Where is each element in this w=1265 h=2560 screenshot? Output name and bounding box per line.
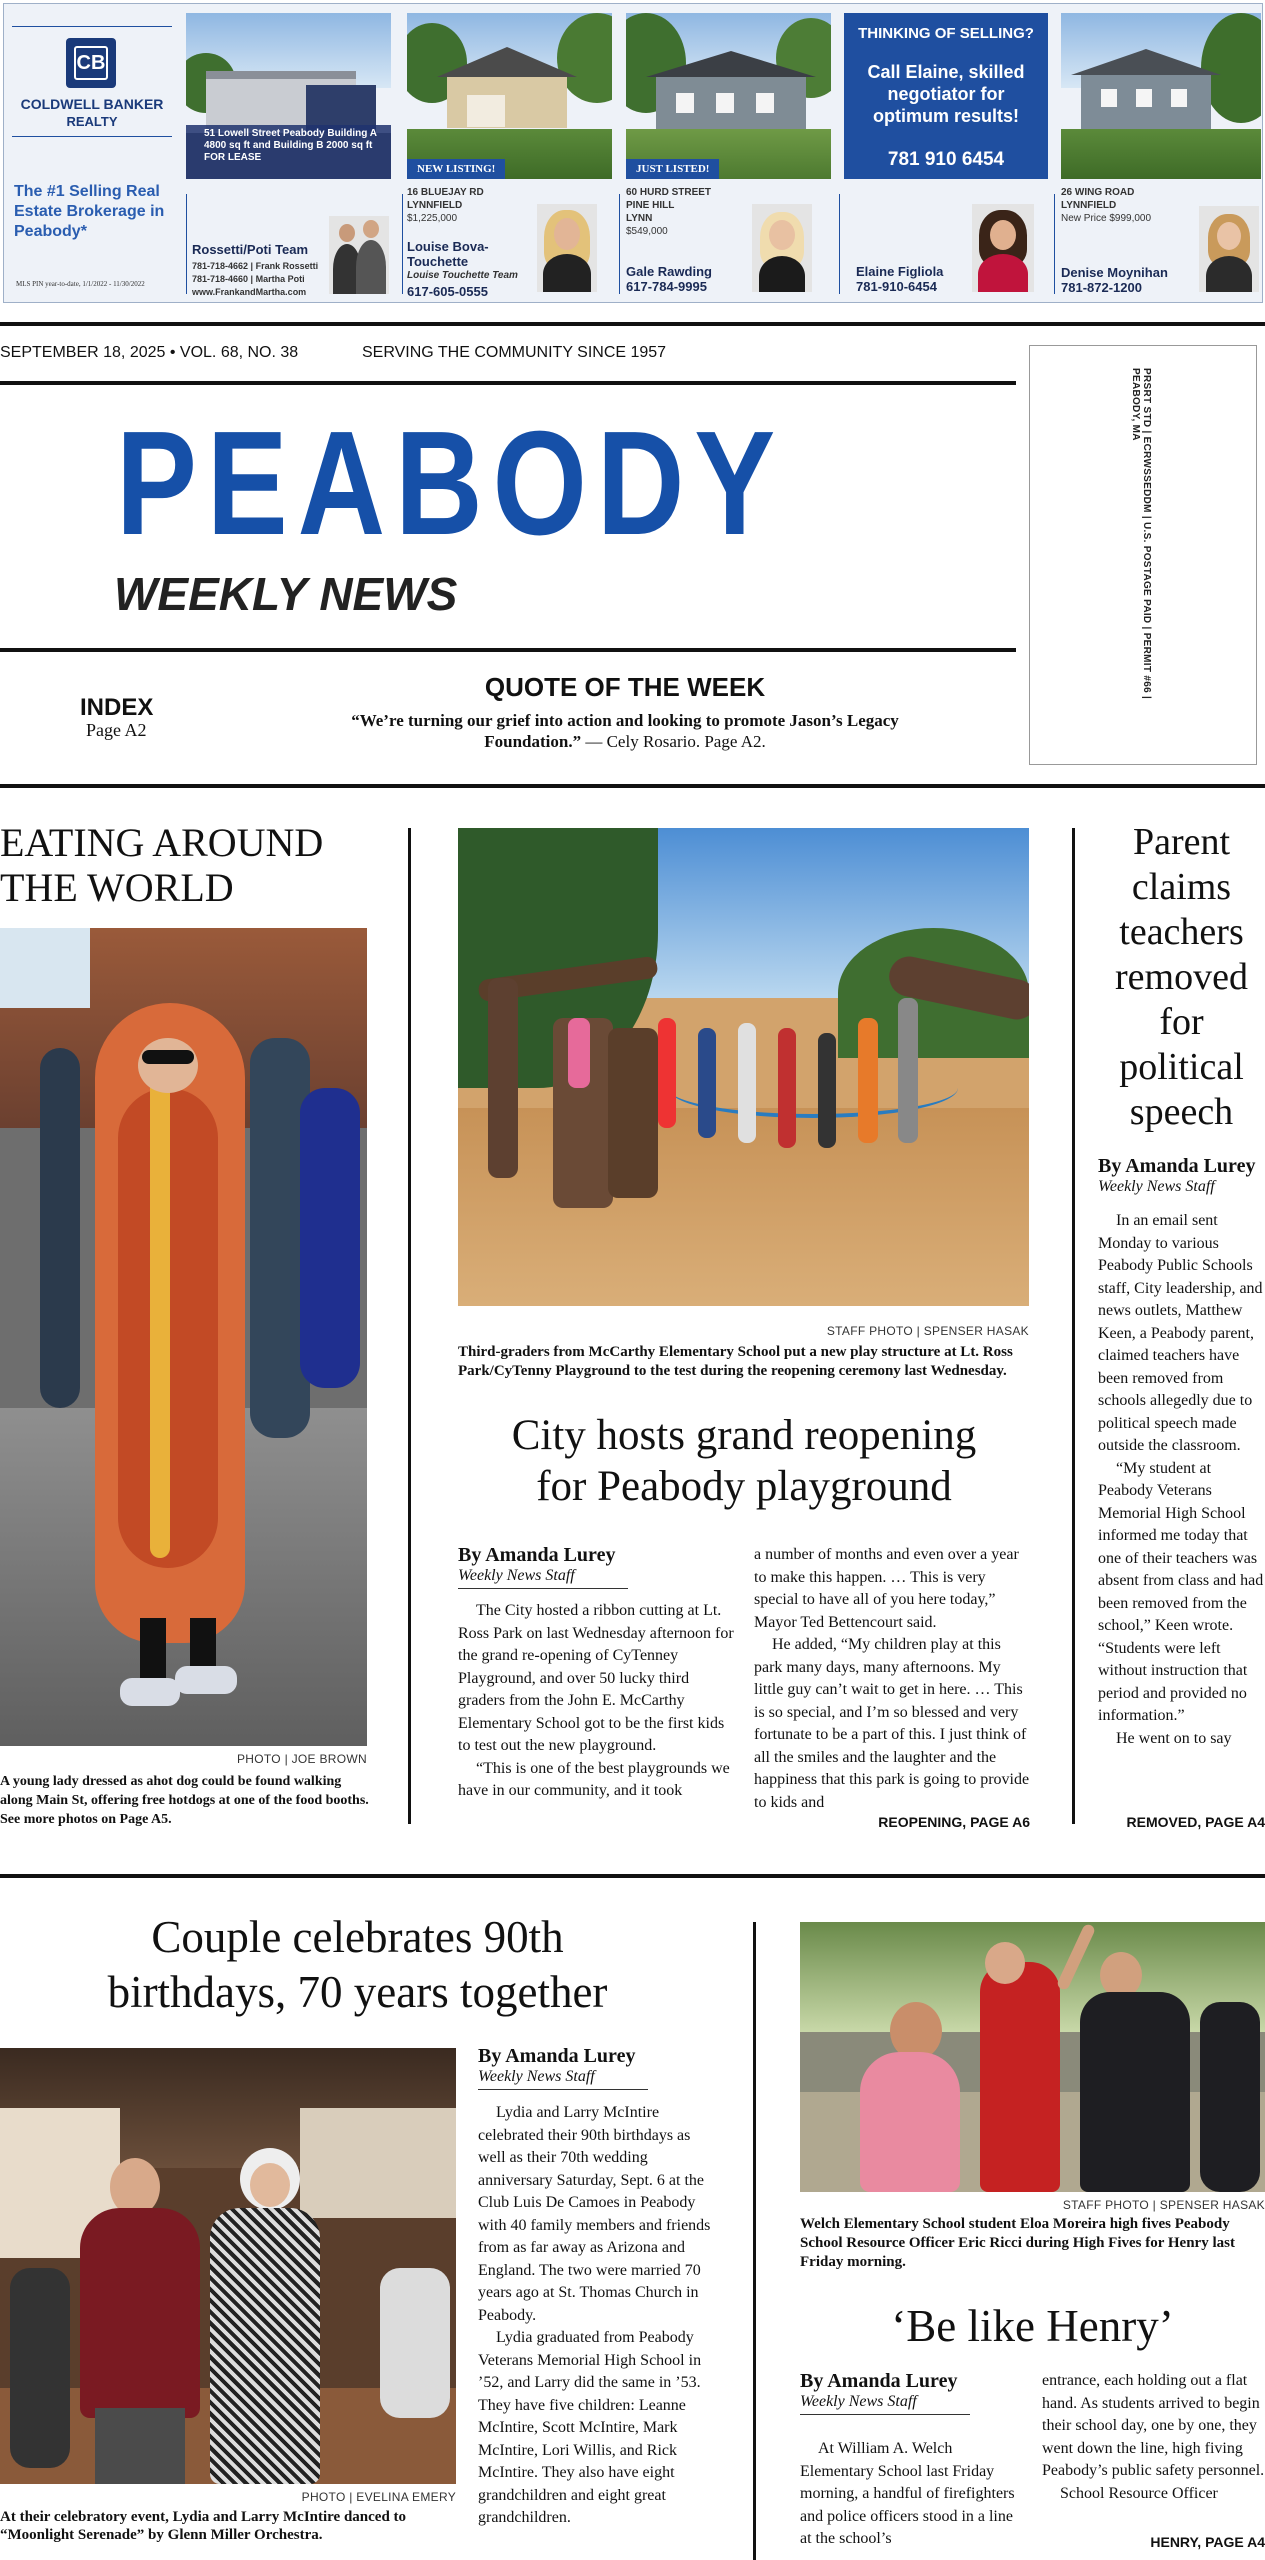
body-paragraph: School Resource Officer: [1060, 2484, 1218, 2502]
eating-headline-line: EATING AROUND: [0, 820, 324, 865]
couple-headline-line: Couple celebrates 90th: [151, 1912, 564, 1962]
body-paragraph: In an email sent Monday to various Peabody Public Schools staff, City leadership, and news outlets, Matthew Keen, a Peabody parent, claimed teachers have been removed from schools allegedly due to political speech made outside the classroom.: [1098, 1212, 1263, 1454]
agent-name: Louise Bova-Touchette: [407, 239, 489, 269]
column-rule: [753, 1922, 756, 2560]
listing-address: 60 HURD STREET: [626, 187, 712, 198]
agent-phone: 617-784-9995: [626, 279, 707, 294]
agent-team-name: Louise Touchette Team: [407, 270, 518, 281]
serving-since: SERVING THE COMMUNITY SINCE 1957: [362, 344, 667, 361]
listing-caption-commercial: 51 Lowell Street Peabody Building A 4800 sq ft and Building B 2000 sq ft FOR LEASE: [204, 128, 377, 163]
couple-byline-block: [478, 2045, 648, 2090]
agent-name: Elaine Figliola: [856, 264, 944, 279]
agent-phone: 781-910-6454: [856, 279, 937, 294]
parent-headline: Parent claims teachers removed for political speech: [1115, 821, 1248, 1133]
byline: By Amanda Lurey: [1098, 1155, 1256, 1177]
listing-price: $1,225,000: [407, 213, 458, 224]
index-page-link[interactable]: Page A2: [86, 720, 147, 740]
playground-headline-line: for Peabody playground: [536, 1463, 952, 1510]
agent-team-name: Rossetti/Poti Team: [192, 242, 309, 257]
parent-jump-link[interactable]: REMOVED, PAGE A4: [1126, 1814, 1265, 1830]
agent-moynihan: [1061, 186, 1191, 295]
agent-photo-rawding: [752, 204, 812, 292]
promo-body: Call Elaine, skilled negotiator for optimum results!: [867, 62, 1025, 126]
couple-photo-credit: PHOTO | EVELINA EMERY: [301, 2490, 456, 2504]
body-paragraph: entrance, each holding out a flat hand. As students arrived to begin their school day, one by one, they went down the line, high fiving Peabody’s public safety personnel.: [1042, 2372, 1265, 2479]
masthead-rule-lower: [0, 648, 1016, 652]
couple-caption: At their celebratory event, Lydia and Larry McIntire danced to “Moonlight Serenade” by Glenn Miller Orchestra.: [0, 2509, 407, 2543]
henry-body-col1: [800, 2438, 1018, 2551]
agent-name: Denise Moynihan: [1061, 265, 1168, 280]
eating-headline: [0, 820, 380, 910]
body-paragraph: Lydia graduated from Peabody Veterans Memorial High School in ’52, and Larry did the same in ’53. They have five children: Leanne McIntire, Scott McIntire, Mark McIntire, Lori Willis, and Rick McIntire. They also have eight grandchildren and eight great grandchildren.: [478, 2329, 702, 2526]
body-paragraph: “This is one of the best playgrounds we have in our community, and it took: [458, 1759, 730, 1799]
listing-photo-wing: [1061, 13, 1261, 179]
agent-phone: 781-872-1200: [1061, 280, 1142, 295]
couple-body: [478, 2102, 718, 2530]
section-rule-1: [0, 784, 1265, 788]
body-paragraph: At William A. Welch Elementary School last Friday morning, a handful of firefighters and police officers stood in a line at the school’s: [800, 2440, 1015, 2547]
byline: By Amanda Lurey: [458, 1544, 616, 1566]
henry-byline-block: [800, 2370, 970, 2415]
eating-caption: A young lady dressed as ahot dog could be found walking along Main St, offering free hotdogs at one of the food booths. See more photos on Page A5.: [0, 1774, 369, 1827]
playground-jump-link[interactable]: REOPENING, PAGE A6: [878, 1814, 1030, 1830]
henry-jump-link[interactable]: HENRY, PAGE A4: [1150, 2534, 1265, 2550]
index-label: INDEX: [80, 694, 154, 721]
listing-price: $549,000: [626, 226, 668, 237]
listing-area: PINE HILL: [626, 200, 675, 211]
byline: By Amanda Lurey: [800, 2370, 958, 2392]
new-listing-badge: NEW LISTING!: [407, 159, 505, 179]
agent-photo-figliola: [972, 204, 1034, 292]
body-paragraph: He went on to say: [1116, 1729, 1232, 1747]
column-rule: [408, 828, 411, 1824]
agent-line: www.FrankandMartha.com: [192, 287, 307, 297]
agent-phone: 617-605-0555: [407, 284, 488, 299]
brand-name-sub: REALTY: [66, 114, 118, 129]
listing-photo-bluejay: [407, 13, 612, 179]
agent-photo-bova-touchette: [537, 204, 597, 292]
brand-rule-top: [12, 26, 172, 27]
agent-line: 781-718-4662 | Frank Rossetti: [192, 261, 319, 271]
parent-body: [1098, 1210, 1265, 1750]
postage-indicia-text: PRSRT STD | ECRWSSEDDM | U.S. POSTAGE PAID | PERMIT #66 | PEABODY, MA: [1130, 368, 1152, 700]
agent-rawding: [626, 186, 756, 294]
brand-rule-bottom: [12, 136, 172, 137]
couple-dancing-photo: [0, 2048, 456, 2484]
playground-caption: Third-graders from McCarthy Elementary School put a new play structure at Lt. Ross Park/CyTenny Playground to the test during the reopening ceremony last Wednesday.: [458, 1344, 1013, 1379]
playground-photo: [458, 828, 1029, 1306]
section-rule-2: [0, 1874, 1265, 1878]
agent-name: Gale Rawding: [626, 264, 712, 279]
masthead-rule: [0, 381, 1016, 385]
brand-footnote: MLS PIN year-to-date, 1/1/2022 - 11/30/2022: [16, 280, 145, 288]
listing-town: LYNNFIELD: [1061, 200, 1117, 211]
agent-bova-touchette: [407, 186, 537, 299]
quote-of-week-label: QUOTE OF THE WEEK: [484, 672, 766, 702]
brand-name: COLDWELL BANKER: [20, 96, 164, 112]
playground-photo-credit: STAFF PHOTO | SPENSER HASAK: [826, 1324, 1029, 1338]
quote-text: “We’re turning our grief into action and looking to promote Jason’s Legacy Foundation.”: [351, 711, 899, 751]
agent-line: 781-718-4660 | Martha Poti: [192, 274, 305, 284]
body-paragraph: The City hosted a ribbon cutting at Lt. Ross Park on last Wednesday afternoon for the grand re-opening of CyTenney Playground, and over 50 lucky third graders from the John E. McCarthy Elementary School got to be the first kids to test out the new playground.: [458, 1602, 734, 1754]
promo-phone: 781 910 6454: [887, 149, 1005, 170]
playground-body-col2: [754, 1544, 1030, 1814]
listing-address: 16 BLUEJAY RD: [407, 187, 484, 198]
agent-photo-moynihan: [1199, 206, 1259, 292]
listing-price: New Price $999,000: [1061, 213, 1152, 224]
playground-byline-block: [458, 1544, 628, 1589]
column-rule: [1072, 828, 1075, 1824]
eating-headline-line: THE WORLD: [0, 865, 234, 910]
listing-photo-commercial: [186, 13, 391, 179]
henry-photo-credit: STAFF PHOTO | SPENSER HASAK: [1062, 2198, 1265, 2212]
quote-of-week: [340, 710, 910, 752]
couple-headline: [0, 1910, 715, 2020]
eating-photo-credit: PHOTO | JOE BROWN: [236, 1752, 367, 1766]
newspaper-subtitle: WEEKLY NEWS: [114, 568, 458, 620]
hotdog-costume-photo: [0, 928, 367, 1746]
listing-photo-hurd: [626, 13, 831, 179]
real-estate-ad-banner: [3, 3, 1263, 303]
henry-headline: ‘Be like Henry’: [891, 2301, 1174, 2351]
coldwell-banker-logo-icon: CB: [66, 38, 116, 88]
body-paragraph: “My student at Peabody Veterans Memorial High School informed me today that one of their teachers was absent from class and had been removed from the school,” Keen wrote. “Students were left without instruction that period and provided no information.”: [1098, 1459, 1264, 1724]
byline-staff: Weekly News Staff: [800, 2393, 917, 2410]
listing-town: LYNN: [626, 213, 653, 224]
postage-indicia: [1029, 345, 1257, 765]
sell-promo-box: [844, 13, 1048, 179]
body-paragraph: a number of months and even over a year to make this happen. … This is very special to have all of you here today,” Mayor Ted Bettencourt said.: [754, 1546, 1019, 1631]
couple-headline-line: birthdays, 70 years together: [107, 1967, 608, 2017]
brand-slogan: The #1 Selling Real Estate Brokerage in Peabody*: [14, 183, 165, 240]
newspaper-title: PEABODY: [116, 401, 786, 566]
just-listed-badge: JUST LISTED!: [626, 159, 719, 179]
playground-headline: [458, 1410, 1030, 1512]
quote-attribution: — Cely Rosario. Page A2.: [581, 732, 766, 751]
playground-body-col1: [458, 1600, 734, 1803]
agent-photo-rossetti-poti: [329, 216, 389, 294]
byline-staff: Weekly News Staff: [1098, 1178, 1215, 1195]
agent-figliola: [856, 264, 986, 294]
body-paragraph: Lydia and Larry McIntire celebrated their 90th birthdays as well as their 70th wedding anniversary Saturday, Sept. 6 at the Club Luis De Camoes in Peabody with 40 family members and friends from as far away as Arizona and England. The two were married 70 years ago at St. Thomas Church in Peabody.: [478, 2104, 711, 2324]
body-paragraph: He added, “My children play at this park many days, many afternoons. My little guy can’t wait to get in here. … This is so special, and I’m so blessed and very fortunate to be a part of this. I just think of all the smiles and the laughter and the happiness that this park is going to provide to kids and: [754, 1636, 1030, 1811]
playground-headline-line: City hosts grand reopening: [511, 1412, 977, 1459]
high-five-photo: [800, 1922, 1265, 2192]
agent-rossetti-poti: [192, 242, 327, 299]
parent-byline-block: [1098, 1155, 1265, 1196]
byline-staff: Weekly News Staff: [478, 2068, 595, 2085]
henry-caption: Welch Elementary School student Eloa Moreira high fives Peabody School Resource Officer Eric Ricci during High Fives for Henry last Friday morning.: [800, 2216, 1235, 2270]
listing-town: LYNNFIELD: [407, 200, 463, 211]
byline-staff: Weekly News Staff: [458, 1567, 575, 1584]
listing-address: 26 WING ROAD: [1061, 187, 1135, 198]
henry-body-col2: [1042, 2370, 1265, 2505]
dateline: SEPTEMBER 18, 2025 • VOL. 68, NO. 38: [0, 344, 299, 361]
masthead-top-rule: [0, 322, 1265, 326]
promo-headline: THINKING OF SELLING?: [858, 25, 1034, 42]
byline: By Amanda Lurey: [478, 2045, 636, 2067]
